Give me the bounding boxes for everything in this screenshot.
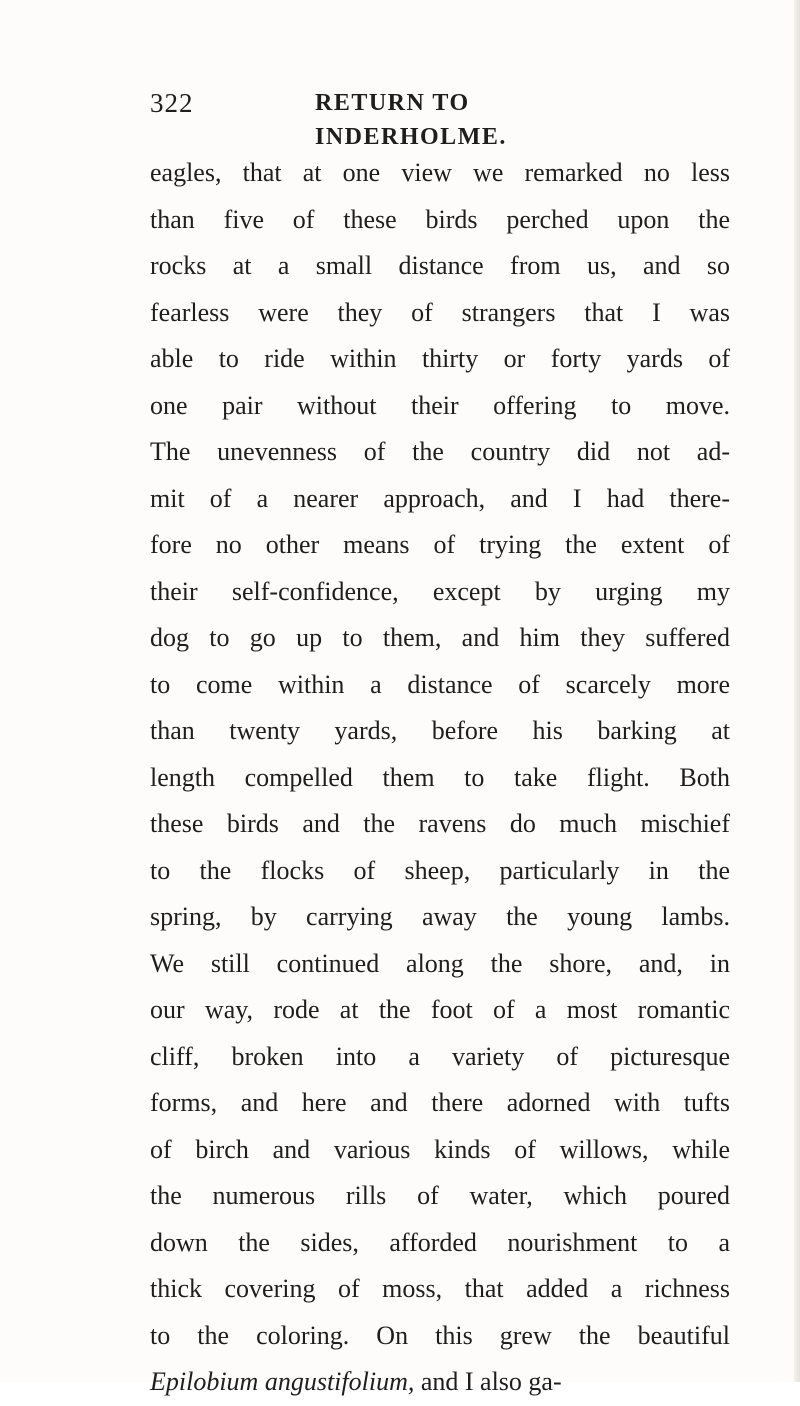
page-edge (794, 0, 800, 1382)
text-line: We still continued along the shore, and, in (150, 948, 730, 978)
text-line-remainder: and I also ga- (414, 1367, 562, 1396)
text-line: rocks at a small distance from us, and so (150, 251, 730, 280)
text-line: to come within a distance of scarcely more (150, 669, 730, 699)
text-line: cliff, broken into a variety of picturesque (150, 1041, 730, 1071)
text-line: one pair without their offering to move. (150, 390, 730, 420)
text-line: length compelled them to take flight. Both (150, 762, 730, 792)
running-title: RETURN TO INDERHOLME. (315, 90, 507, 150)
text-line: than twenty yards, before his barking at (150, 716, 730, 745)
text-line: spring, by carrying away the young lambs. (150, 902, 730, 931)
species-name: Epilobium angustifolium, (150, 1367, 415, 1396)
text-line: than five of these birds perched upon the (150, 204, 730, 234)
text-line: the numerous rills of water, which poured (150, 1181, 730, 1210)
text-line: The unevenness of the country did not ad- (150, 437, 730, 466)
text-line: eagles, that at one view we remarked no less (150, 158, 730, 187)
running-head (150, 86, 660, 150)
text-line: thick covering of moss, that added a richness (150, 1274, 730, 1303)
text-line: down the sides, afforded nourishment to a (150, 1227, 730, 1257)
text-line: able to ride within thirty or forty yards of (150, 344, 730, 373)
text-line-last (150, 1359, 730, 1406)
text-line: our way, rode at the foot of a most romantic (150, 995, 730, 1024)
text-line: fearless were they of strangers that I was (150, 297, 730, 327)
text-line: fore no other means of trying the extent of (150, 530, 730, 559)
text-line: mit of a nearer approach, and I had there- (150, 483, 730, 513)
body-text (150, 150, 730, 1406)
text-line: dog to go up to them, and him they suffered (150, 623, 730, 652)
page-number: 322 (150, 88, 194, 118)
text-line: their self-confidence, except by urging my (150, 576, 730, 606)
text-line: of birch and various kinds of willows, while (150, 1134, 730, 1164)
text-line: these birds and the ravens do much mischief (150, 809, 730, 838)
text-line: to the flocks of sheep, particularly in the (150, 855, 730, 885)
text-line: to the coloring. On this grew the beautiful (150, 1320, 730, 1350)
text-line: forms, and here and there adorned with tufts (150, 1088, 730, 1117)
